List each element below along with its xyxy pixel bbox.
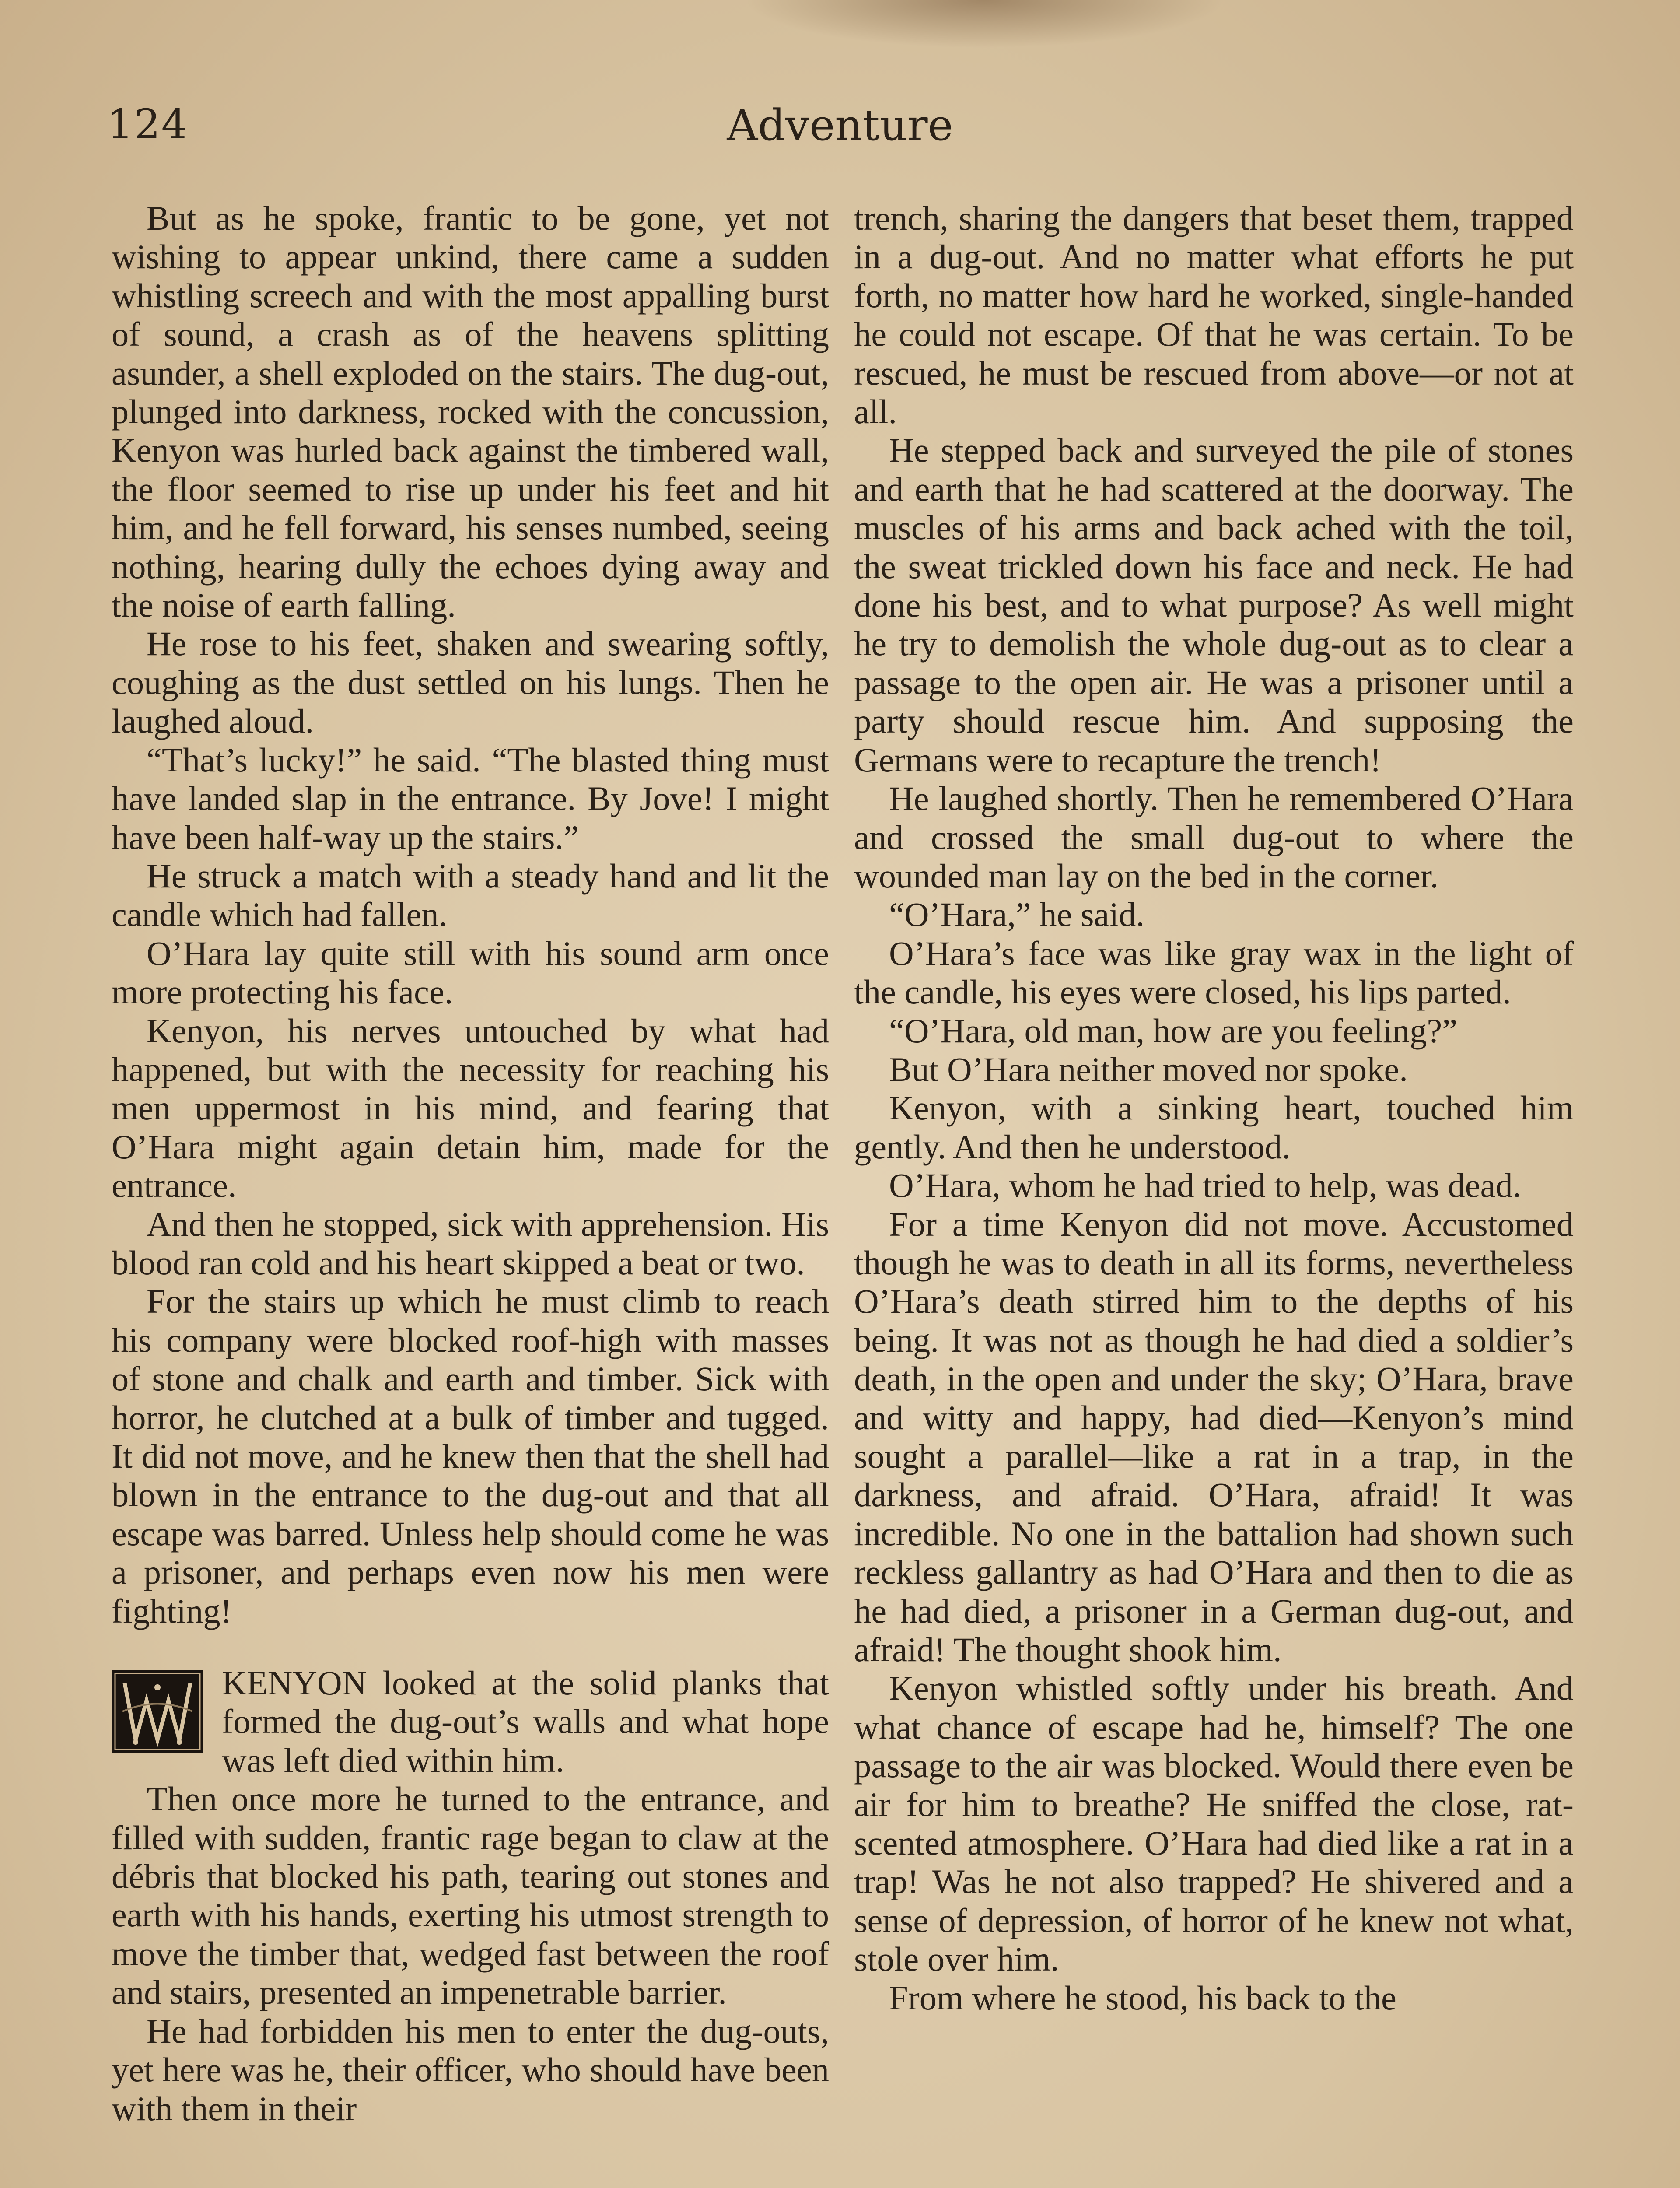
right-column — [854, 199, 1574, 2017]
paper-stain — [744, 0, 1225, 48]
paragraph: But as he spoke, frantic to be gone, yet not wishing to appear unkind, there came a sudden whistling screech and with the most appalling burst of sound, a crash as of the heavens splitting asunder, a shell exploded on the stairs. The dug-out, plunged into darkness, rocked with the concussion, Kenyon was hurled back against the timbered wall, the floor seemed to rise up under his feet and hit him, and he fell forward, his senses numbed, seeing nothing, hearing dully the echoes dying away and the noise of earth falling. — [112, 199, 829, 624]
paragraph: He laughed shortly. Then he remembered O’Hara and crossed the small dug-out to where the wounded man lay on the bed in the corner. — [854, 779, 1574, 895]
paragraph: “O’Hara, old man, how are you feeling?” — [889, 1011, 1458, 1050]
paragraph: And then he stopped, sick with apprehension. His blood ran cold and his heart skipped a beat or two. — [112, 1205, 829, 1282]
ornamental-initial-icon — [112, 1670, 203, 1753]
continued-paragraph: trench, sharing the dangers that beset them, trapped in a dug-out. And no matter what efforts he put forth, no matter how hard he worked, single-handed he could not escape. Of that he was certain. To be rescued, he must be rescued from above—or not at all. — [854, 199, 1574, 431]
page-number: 124 — [107, 101, 189, 148]
paragraph: Kenyon, his nerves untouched by what had happened, but with the necessity for reaching his men uppermost in his mind, and fearing that O’Hara might again detain him, made for the entrance. — [112, 1011, 829, 1205]
paragraph: From where he stood, his back to the — [889, 1978, 1396, 2017]
running-head-title: Adventure — [727, 101, 953, 151]
paragraph: For the stairs up which he must climb to reach his company were blocked roof-high with masses of stone and chalk and earth and timber. Sick with horror, he clutched at a bulk of timber and tugged. It did not move, and he knew then that the shell had blown in the entrance to the dug-out and that all escape was barred. Unless help should come he was a prisoner, and perhaps even now his men were fighting! — [112, 1282, 829, 1630]
paragraph: Kenyon whistled softly under his breath. And what chance of escape had he, himself? The one passage to the air was blocked. Would there even be air for him to breathe? He sniffed the close, rat-scented atmosphere. O’Hara had died like a rat in a trap! Was he not also trapped? He shivered and a sense of depression, of horror of he knew not what, stole over him. — [854, 1669, 1574, 1978]
paragraph: He stepped back and surveyed the pile of stones and earth that he had scattered at the doorway. The muscles of his arms and back ached with the toil, the sweat trickled down his face and neck. He had done his best, and to what purpose? As well might he try to demolish the whole dug-out as to clear a passage to the open air. He was a prisoner until a party should rescue him. And supposing the Germans were to recapture the trench! — [854, 431, 1574, 779]
paragraph: For a time Kenyon did not move. Accustomed though he was to death in all its forms, nevertheless O’Hara’s death stirred him to the depths of his being. It was not as though he had died a soldier’s death, in the open and under the sky; O’Hara, brave and witty and happy, had died—Kenyon’s mind sought a parallel—like a rat in a trap, in the darkness, and afraid. O’Hara, afraid! It was incredible. No one in the battalion had shown such reckless gallantry as had O’Hara and then to die as he had died, a prisoner in a German dug-out, and afraid! The thought shook him. — [854, 1205, 1574, 1669]
paragraph: “That’s lucky!” he said. “The blasted thing must have landed slap in the entrance. By Jove! I might have been half-way up the stairs.” — [112, 740, 829, 856]
paragraph: But O’Hara neither moved nor spoke. — [889, 1050, 1408, 1088]
paragraph: He struck a match with a steady hand and lit the candle which had fallen. — [112, 856, 829, 934]
left-column — [112, 199, 829, 2128]
paragraph: O’Hara’s face was like gray wax in the light of the candle, his eyes were closed, his lips parted. — [854, 934, 1574, 1011]
dropcap-paragraph: KENYON looked at the solid planks that formed the dug-out’s walls and what hope was left died within him. — [222, 1664, 829, 1779]
paragraph: He rose to his feet, shaken and swearing softly, coughing as the dust settled on his lungs. Then he laughed aloud. — [112, 624, 829, 740]
section-opening — [112, 1664, 829, 1780]
paragraph: He had forbidden his men to enter the dug-outs, yet here was he, their officer, who should have been with them in their — [112, 2012, 829, 2128]
paragraph: Then once more he turned to the entrance, and filled with sudden, frantic rage began to claw at the débris that blocked his path, tearing out stones and earth with his hands, exerting his utmost strength to move the timber that, wedged fast between the roof and stairs, presented an impenetrable barrier. — [112, 1780, 829, 2012]
paragraph: O’Hara, whom he had tried to help, was dead. — [889, 1166, 1522, 1205]
paragraph: Kenyon, with a sinking heart, touched him gently. And then he understood. — [854, 1089, 1574, 1166]
paragraph: O’Hara lay quite still with his sound arm once more protecting his face. — [112, 934, 829, 1011]
paragraph: “O’Hara,” he said. — [889, 895, 1145, 934]
